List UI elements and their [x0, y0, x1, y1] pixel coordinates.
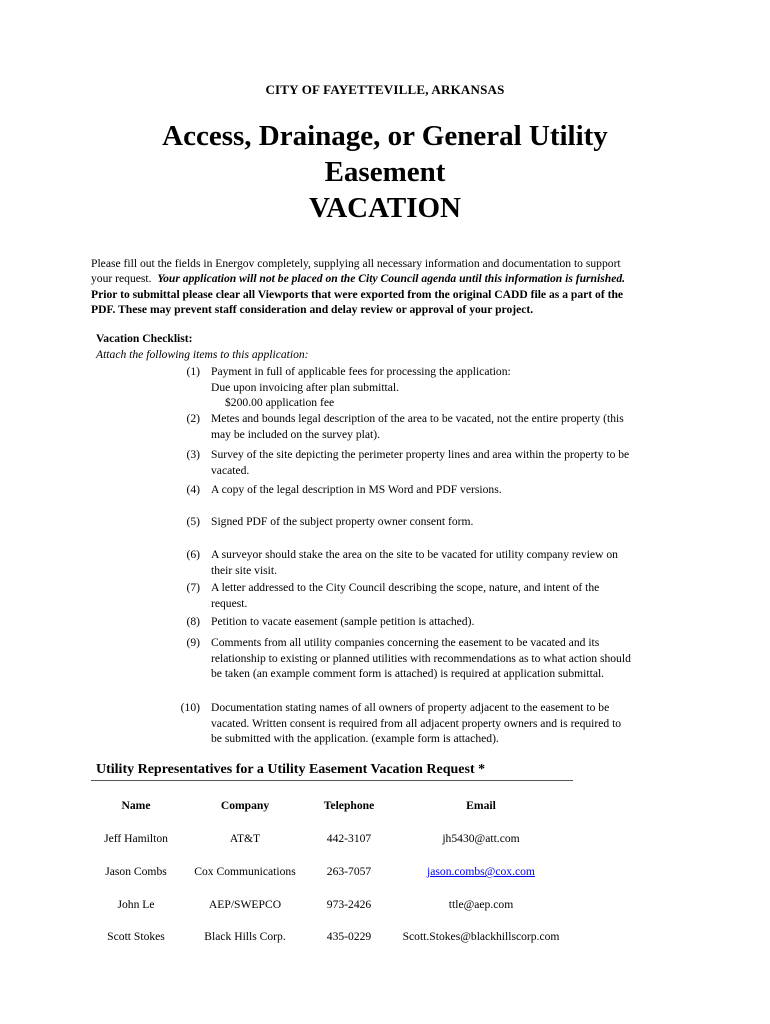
column-header-telephone: Telephone [323, 799, 375, 812]
cell-name: Jeff Hamilton [104, 832, 168, 845]
cell-email: jh5430@att.com [442, 832, 520, 845]
intro-line-2 [91, 271, 681, 286]
item-number: (8) [186, 615, 200, 628]
cell-telephone: 442-3107 [326, 832, 372, 845]
checklist-subheading: Attach the following items to this application: [96, 348, 309, 361]
item-line: Petition to vacate easement (sample petition is attached). [211, 615, 475, 628]
item-line: be submitted with the application. (example form is attached). [211, 732, 499, 745]
cell-name: John Le [117, 898, 155, 911]
item-number: (2) [186, 412, 200, 425]
column-header-name: Name [121, 799, 151, 812]
cell-telephone: 435-0229 [326, 930, 372, 943]
item-line: be taken (an example comment form is attached) is required at application submittal. [211, 667, 605, 680]
table-row [0, 898, 770, 914]
item-line: Documentation stating names of all owners of property adjacent to the easement to be [211, 701, 610, 714]
title-line-3: VACATION [308, 192, 461, 224]
heading-underline [91, 780, 573, 781]
item-number: (1) [186, 365, 200, 378]
cell-telephone: 263-7057 [326, 865, 372, 878]
item-line: Due upon invoicing after plan submittal. [211, 380, 400, 394]
item-text [211, 580, 666, 611]
item-line: vacated. Written consent is required from all adjacent property owners and is required to [211, 716, 622, 730]
checklist-heading: Vacation Checklist: [96, 332, 193, 345]
item-text [211, 614, 666, 630]
item-text [211, 547, 666, 578]
column-header-company: Company [220, 799, 270, 812]
cell-telephone: 973-2426 [326, 898, 372, 911]
item-line: A copy of the legal description in MS Word and PDF versions. [211, 483, 502, 496]
item-line: $200.00 application fee [225, 396, 335, 409]
item-line: may be included on the survey plat). [211, 427, 381, 441]
item-number: (6) [186, 548, 200, 561]
intro-paragraph [91, 256, 681, 318]
utility-representatives-heading: Utility Representatives for a Utility Easement Vacation Request * [96, 762, 486, 777]
intro-line-4: PDF. These may prevent staff consideration and delay review or approval of your project. [91, 303, 534, 317]
item-text [211, 482, 666, 498]
item-text [211, 700, 666, 747]
item-line: Survey of the site depicting the perimeter property lines and area within the property to be [211, 448, 630, 461]
item-number: (9) [186, 636, 200, 649]
cell-company: AT&T [229, 832, 261, 845]
intro-line-3: Prior to submittal please clear all Viewports that were exported from the original CADD file as a part of the [91, 287, 624, 301]
item-line: A surveyor should stake the area on the site to be vacated for utility company review on [211, 548, 618, 561]
cell-company: AEP/SWEPCO [208, 898, 282, 911]
intro-line-1: Please fill out the fields in Energov completely, supplying all necessary information and documentation to support [91, 257, 621, 270]
city-heading: CITY OF FAYETTEVILLE, ARKANSAS [265, 82, 505, 97]
title-line-1: Access, Drainage, or General Utility [162, 120, 608, 152]
item-number: (5) [186, 515, 200, 528]
item-line: relationship to existing or planned utilities with recommendations as to what action should [211, 651, 631, 665]
item-text [211, 447, 666, 478]
cell-email: ttle@aep.com [448, 898, 514, 911]
item-number: (7) [186, 581, 200, 594]
item-line: Payment in full of applicable fees for processing the application: [211, 365, 511, 378]
item-line: A letter addressed to the City Council describing the scope, nature, and intent of the [211, 581, 600, 594]
cell-company: Black Hills Corp. [204, 930, 286, 943]
item-text [211, 411, 666, 442]
title-line-2: Easement [324, 156, 446, 188]
item-number: (10) [180, 701, 200, 714]
item-line: Signed PDF of the subject property owner consent form. [211, 515, 474, 528]
cell-company: Cox Communications [194, 865, 296, 878]
item-text [211, 514, 666, 530]
intro-plain: your request. [91, 272, 152, 286]
item-line: request. [211, 596, 248, 610]
column-header-email: Email [466, 799, 496, 812]
item-line: their site visit. [211, 563, 278, 577]
item-number: (4) [186, 483, 200, 496]
item-number: (3) [186, 448, 200, 461]
item-line: vacated. [211, 463, 250, 477]
table-row [0, 832, 770, 848]
intro-warning: Your application will not be placed on the City Council agenda until this information is furnished. [157, 272, 626, 286]
item-text [211, 635, 666, 682]
item-line: Metes and bounds legal description of the area to be vacated, not the entire property (this [211, 412, 624, 425]
cell-name: Jason Combs [105, 865, 167, 878]
table-header-row [0, 799, 770, 815]
item-text [211, 364, 666, 411]
item-line: Comments from all utility companies concerning the easement to be vacated and its [211, 636, 600, 649]
table-row [0, 865, 770, 881]
email-link[interactable]: jason.combs@cox.com [427, 865, 535, 878]
table-row [0, 930, 770, 946]
document-title [0, 118, 770, 226]
cell-name: Scott Stokes [107, 930, 165, 943]
cell-email: Scott.Stokes@blackhillscorp.com [402, 930, 560, 943]
